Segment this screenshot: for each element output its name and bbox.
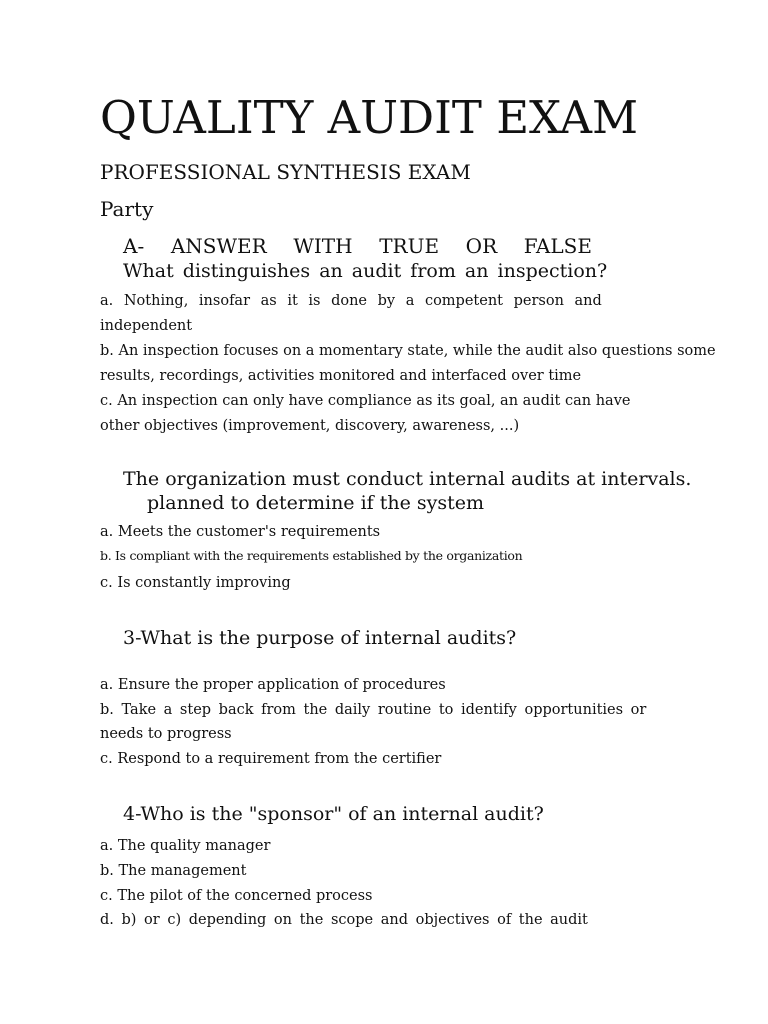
question-1-option-c: c. An inspection can only have compliance as its goal, an audit can have (100, 393, 631, 409)
document-title: QUALITY AUDIT EXAM (100, 91, 639, 144)
section-a-word: A- (123, 234, 145, 258)
question-2-line-2: planned to determine if the system (147, 492, 485, 514)
question-3-option-c: c. Respond to a requirement from the certifier (100, 751, 442, 767)
part-label: Party (100, 197, 154, 221)
question-3: 3-What is the purpose of internal audits? (123, 627, 517, 649)
question-2-option-a: a. Meets the customer's requirements (100, 524, 381, 540)
question-1-option-b: b. An inspection focuses on a momentary state, while the audit also questions some (100, 343, 716, 359)
question-3-option-b-continued: needs to progress (100, 726, 232, 742)
section-a-word: TRUE (379, 234, 440, 258)
question-2-option-b: b. Is compliant with the requirements established by the organization (100, 548, 523, 563)
question-2-line-1: The organization must conduct internal audits at intervals. (123, 468, 692, 490)
question-1-option-c-continued: other objectives (improvement, discovery, awareness, ...) (100, 418, 520, 434)
question-2-option-c: c. Is constantly improving (100, 575, 291, 591)
question-4-option-d: d. b) or c) depending on the scope and objectives of the audit (100, 912, 588, 928)
question-4-option-c: c. The pilot of the concerned process (100, 888, 373, 904)
question-1-option-a-continued: independent (100, 318, 193, 334)
question-3-option-a: a. Ensure the proper application of procedures (100, 677, 446, 693)
question-3-option-b: b. Take a step back from the daily routine to identify opportunities or (100, 702, 647, 718)
section-a-heading (123, 232, 592, 260)
question-1: What distinguishes an audit from an inspection? (123, 260, 608, 282)
section-a-word: OR (465, 234, 498, 258)
section-a-word: WITH (293, 234, 353, 258)
section-a-word: ANSWER (170, 234, 267, 258)
question-1-option-b-continued: results, recordings, activities monitored and interfaced over time (100, 368, 582, 384)
question-1-option-a: a. Nothing, insofar as it is done by a competent person and (100, 293, 602, 309)
section-a-word: FALSE (523, 234, 592, 258)
question-4-option-b: b. The management (100, 863, 247, 879)
question-4: 4-Who is the "sponsor" of an internal audit? (123, 803, 544, 825)
document-subtitle: PROFESSIONAL SYNTHESIS EXAM (100, 160, 471, 184)
question-4-option-a: a. The quality manager (100, 838, 271, 854)
